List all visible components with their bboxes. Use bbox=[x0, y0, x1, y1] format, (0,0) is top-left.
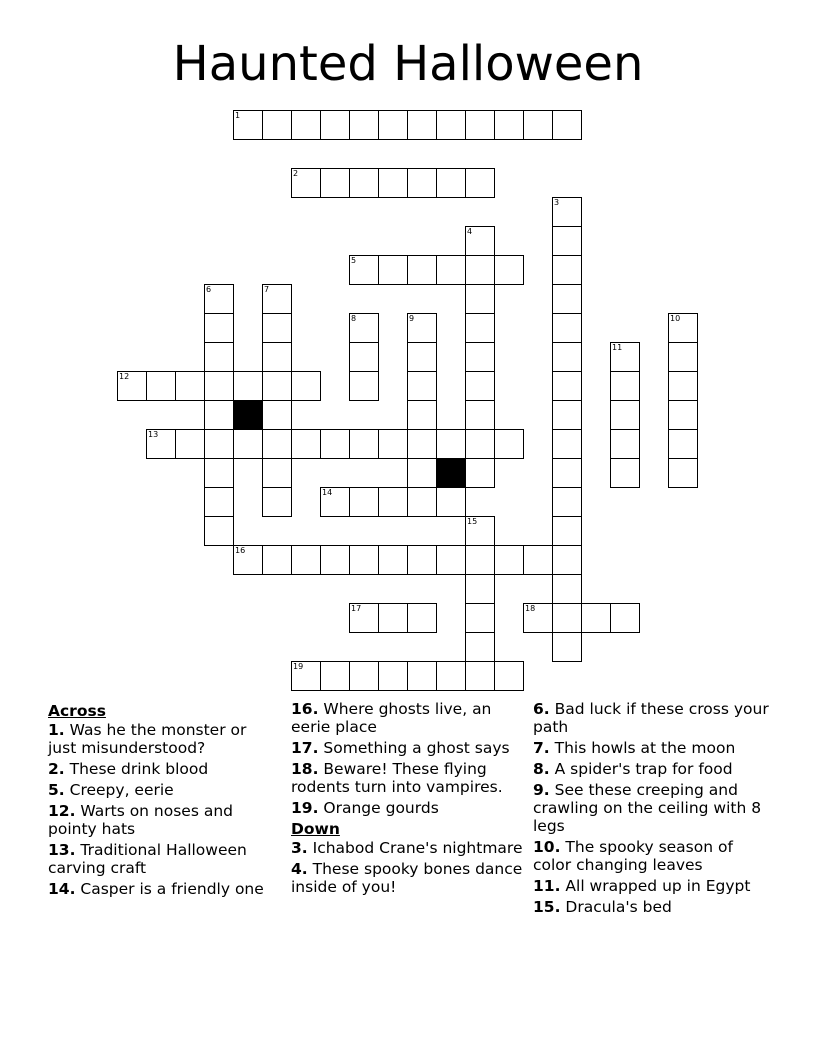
clue-down-3: 3. Ichabod Crane's nightmare bbox=[291, 839, 523, 857]
grid-cell[interactable] bbox=[465, 516, 495, 546]
grid-cell[interactable] bbox=[465, 255, 495, 285]
grid-cell[interactable] bbox=[552, 197, 582, 227]
grid-cell[interactable] bbox=[494, 255, 524, 285]
clue-across-13: 13. Traditional Halloween carving craft bbox=[48, 841, 247, 877]
grid-cell[interactable] bbox=[262, 313, 292, 343]
grid-cell[interactable] bbox=[552, 458, 582, 488]
grid-cell[interactable] bbox=[175, 429, 205, 459]
grid-cell[interactable] bbox=[407, 603, 437, 633]
grid-cell[interactable] bbox=[552, 110, 582, 140]
grid-cell[interactable] bbox=[349, 168, 379, 198]
grid-cell[interactable] bbox=[552, 487, 582, 517]
grid-cell[interactable] bbox=[233, 371, 263, 401]
grid-cell[interactable] bbox=[407, 429, 437, 459]
grid-cell[interactable] bbox=[436, 429, 466, 459]
grid-cell[interactable] bbox=[349, 110, 379, 140]
grid-cell[interactable] bbox=[204, 487, 234, 517]
grid-cell[interactable] bbox=[494, 429, 524, 459]
grid-cell[interactable] bbox=[465, 226, 495, 256]
grid-cell[interactable] bbox=[552, 342, 582, 372]
clue-across-17: 17. Something a ghost says bbox=[291, 739, 510, 757]
grid-cell[interactable] bbox=[407, 342, 437, 372]
grid-cell[interactable] bbox=[204, 429, 234, 459]
clue-column-2 bbox=[291, 700, 526, 899]
grid-cell[interactable] bbox=[407, 255, 437, 285]
grid-cell[interactable] bbox=[407, 487, 437, 517]
grid-cell[interactable] bbox=[378, 545, 408, 575]
grid-cell[interactable] bbox=[465, 545, 495, 575]
grid-cell[interactable] bbox=[378, 487, 408, 517]
grid-cell[interactable] bbox=[610, 429, 640, 459]
grid-cell[interactable] bbox=[552, 574, 582, 604]
grid-cell[interactable] bbox=[262, 284, 292, 314]
grid-cell[interactable] bbox=[291, 429, 321, 459]
grid-cell[interactable] bbox=[523, 603, 553, 633]
cell-number: 17 bbox=[351, 604, 362, 613]
clue-across-12: 12. Warts on noses and pointy hats bbox=[48, 802, 234, 838]
cell-number: 11 bbox=[612, 343, 623, 352]
grid-cell[interactable] bbox=[320, 545, 350, 575]
grid-cell[interactable] bbox=[523, 110, 553, 140]
grid-cell[interactable] bbox=[291, 545, 321, 575]
clue-down-7: 7. This howls at the moon bbox=[533, 739, 736, 757]
grid-cell[interactable] bbox=[465, 110, 495, 140]
grid-cell[interactable] bbox=[349, 342, 379, 372]
cell-number: 14 bbox=[322, 488, 333, 497]
clue-down-8: 8. A spider's trap for food bbox=[533, 760, 733, 778]
grid-cell[interactable] bbox=[349, 429, 379, 459]
grid-cell[interactable] bbox=[465, 632, 495, 662]
grid-cell[interactable] bbox=[436, 110, 466, 140]
clue-column-3 bbox=[533, 700, 773, 919]
clue-down-10: 10. The spooky season of color changing leaves bbox=[533, 838, 733, 874]
grid-cell[interactable] bbox=[465, 574, 495, 604]
clue-across-16: 16. Where ghosts live, an eerie place bbox=[291, 700, 492, 736]
black-cell bbox=[233, 400, 263, 430]
grid-cell[interactable] bbox=[291, 661, 321, 691]
grid-cell[interactable] bbox=[552, 516, 582, 546]
grid-cell[interactable] bbox=[407, 371, 437, 401]
grid-cell[interactable] bbox=[204, 342, 234, 372]
grid-cell[interactable] bbox=[262, 487, 292, 517]
grid-cell[interactable] bbox=[552, 632, 582, 662]
grid-cell[interactable] bbox=[320, 110, 350, 140]
grid-cell[interactable] bbox=[349, 371, 379, 401]
clue-down-4: 4. These spooky bones dance inside of you! bbox=[291, 860, 523, 896]
cell-number: 19 bbox=[293, 662, 304, 671]
grid-cell[interactable] bbox=[233, 545, 263, 575]
grid-cell[interactable] bbox=[552, 371, 582, 401]
cell-number: 12 bbox=[119, 372, 130, 381]
grid-cell[interactable] bbox=[668, 429, 698, 459]
clue-column-1 bbox=[48, 700, 278, 901]
grid-cell[interactable] bbox=[668, 400, 698, 430]
grid-cell[interactable] bbox=[204, 284, 234, 314]
grid-cell[interactable] bbox=[552, 400, 582, 430]
puzzle-title: Haunted Halloween bbox=[172, 36, 644, 92]
grid-cell[interactable] bbox=[552, 429, 582, 459]
grid-cell[interactable] bbox=[175, 371, 205, 401]
grid-cell[interactable] bbox=[523, 545, 553, 575]
grid-cell[interactable] bbox=[436, 255, 466, 285]
grid-cell[interactable] bbox=[262, 429, 292, 459]
grid-cell[interactable] bbox=[204, 400, 234, 430]
clue-down-9: 9. See these creeping and crawling on the ceiling with 8 legs bbox=[533, 781, 762, 835]
grid-cell[interactable] bbox=[262, 110, 292, 140]
grid-cell[interactable] bbox=[349, 255, 379, 285]
grid-cell[interactable] bbox=[552, 603, 582, 633]
grid-cell[interactable] bbox=[320, 661, 350, 691]
cell-number: 6 bbox=[206, 285, 212, 294]
grid-cell[interactable] bbox=[668, 342, 698, 372]
clue-down-6: 6. Bad luck if these cross your path bbox=[533, 700, 769, 736]
grid-cell[interactable] bbox=[204, 516, 234, 546]
cell-number: 2 bbox=[293, 169, 299, 178]
cell-number: 7 bbox=[264, 285, 270, 294]
grid-cell[interactable] bbox=[407, 400, 437, 430]
grid-cell[interactable] bbox=[552, 284, 582, 314]
grid-cell[interactable] bbox=[407, 458, 437, 488]
grid-cell[interactable] bbox=[610, 458, 640, 488]
grid-cell[interactable] bbox=[262, 545, 292, 575]
grid-cell[interactable] bbox=[407, 313, 437, 343]
grid-cell[interactable] bbox=[552, 226, 582, 256]
grid-cell[interactable] bbox=[465, 400, 495, 430]
grid-cell[interactable] bbox=[552, 545, 582, 575]
grid-cell[interactable] bbox=[146, 371, 176, 401]
grid-cell[interactable] bbox=[610, 342, 640, 372]
clue-across-14: 14. Casper is a friendly one bbox=[48, 880, 264, 898]
grid-cell[interactable] bbox=[378, 255, 408, 285]
grid-cell[interactable] bbox=[552, 255, 582, 285]
grid-cell[interactable] bbox=[233, 429, 263, 459]
grid-cell[interactable] bbox=[349, 487, 379, 517]
cell-number: 9 bbox=[409, 314, 415, 323]
grid-cell[interactable] bbox=[465, 371, 495, 401]
grid-cell[interactable] bbox=[233, 110, 263, 140]
across-heading: Across bbox=[48, 702, 106, 720]
grid-cell[interactable] bbox=[320, 487, 350, 517]
clue-across-18: 18. Beware! These flying rodents turn into vampires. bbox=[291, 760, 503, 796]
grid-cell[interactable] bbox=[436, 168, 466, 198]
grid-cell[interactable] bbox=[378, 429, 408, 459]
grid-cell[interactable] bbox=[610, 603, 640, 633]
grid-cell[interactable] bbox=[378, 603, 408, 633]
grid-cell[interactable] bbox=[494, 110, 524, 140]
grid-cell[interactable] bbox=[378, 168, 408, 198]
grid-cell[interactable] bbox=[204, 313, 234, 343]
clue-across-5: 5. Creepy, eerie bbox=[48, 781, 174, 799]
grid-cell[interactable] bbox=[552, 313, 582, 343]
clue-across-19: 19. Orange gourds bbox=[291, 799, 439, 817]
grid-cell[interactable] bbox=[262, 371, 292, 401]
grid-cell[interactable] bbox=[407, 661, 437, 691]
cell-number: 16 bbox=[235, 546, 246, 555]
clue-down-15: 15. Dracula's bed bbox=[533, 898, 672, 916]
clue-down-11: 11. All wrapped up in Egypt bbox=[533, 877, 751, 895]
grid-cell[interactable] bbox=[610, 371, 640, 401]
grid-cell[interactable] bbox=[204, 371, 234, 401]
grid-cell[interactable] bbox=[320, 429, 350, 459]
grid-cell[interactable] bbox=[262, 342, 292, 372]
grid-cell[interactable] bbox=[465, 168, 495, 198]
cell-number: 13 bbox=[148, 430, 159, 439]
grid-cell[interactable] bbox=[349, 603, 379, 633]
grid-cell[interactable] bbox=[204, 458, 234, 488]
cell-number: 5 bbox=[351, 256, 357, 265]
grid-cell[interactable] bbox=[610, 400, 640, 430]
grid-cell[interactable] bbox=[668, 458, 698, 488]
grid-cell[interactable] bbox=[465, 661, 495, 691]
grid-cell[interactable] bbox=[146, 429, 176, 459]
grid-cell[interactable] bbox=[378, 661, 408, 691]
grid-cell[interactable] bbox=[407, 168, 437, 198]
cell-number: 4 bbox=[467, 227, 473, 236]
grid-cell[interactable] bbox=[117, 371, 147, 401]
cell-number: 3 bbox=[554, 198, 560, 207]
grid-cell[interactable] bbox=[436, 487, 466, 517]
grid-cell[interactable] bbox=[349, 313, 379, 343]
grid-cell[interactable] bbox=[465, 313, 495, 343]
grid-cell[interactable] bbox=[668, 371, 698, 401]
grid-cell[interactable] bbox=[465, 458, 495, 488]
grid-cell[interactable] bbox=[349, 661, 379, 691]
grid-cell[interactable] bbox=[407, 110, 437, 140]
grid-cell[interactable] bbox=[436, 661, 466, 691]
grid-cell[interactable] bbox=[262, 458, 292, 488]
black-cell bbox=[436, 458, 466, 488]
grid-cell[interactable] bbox=[291, 110, 321, 140]
clue-across-1: 1. Was he the monster or just misunderstood? bbox=[48, 721, 247, 757]
grid-cell[interactable] bbox=[465, 342, 495, 372]
grid-cell[interactable] bbox=[465, 429, 495, 459]
grid-cell[interactable] bbox=[262, 400, 292, 430]
grid-cell[interactable] bbox=[494, 661, 524, 691]
grid-cell[interactable] bbox=[320, 168, 350, 198]
down-heading: Down bbox=[291, 820, 340, 838]
grid-cell[interactable] bbox=[494, 545, 524, 575]
grid-cell[interactable] bbox=[291, 168, 321, 198]
cell-number: 8 bbox=[351, 314, 357, 323]
grid-cell[interactable] bbox=[407, 545, 437, 575]
cell-number: 18 bbox=[525, 604, 536, 613]
cell-number: 10 bbox=[670, 314, 681, 323]
grid-cell[interactable] bbox=[465, 284, 495, 314]
cell-number: 15 bbox=[467, 517, 478, 526]
clue-across-2: 2. These drink blood bbox=[48, 760, 209, 778]
grid-cell[interactable] bbox=[349, 545, 379, 575]
grid-cell[interactable] bbox=[465, 603, 495, 633]
grid-cell[interactable] bbox=[291, 371, 321, 401]
cell-number: 1 bbox=[235, 111, 241, 120]
grid-cell[interactable] bbox=[581, 603, 611, 633]
grid-cell[interactable] bbox=[378, 110, 408, 140]
grid-cell[interactable] bbox=[668, 313, 698, 343]
grid-cell[interactable] bbox=[436, 545, 466, 575]
